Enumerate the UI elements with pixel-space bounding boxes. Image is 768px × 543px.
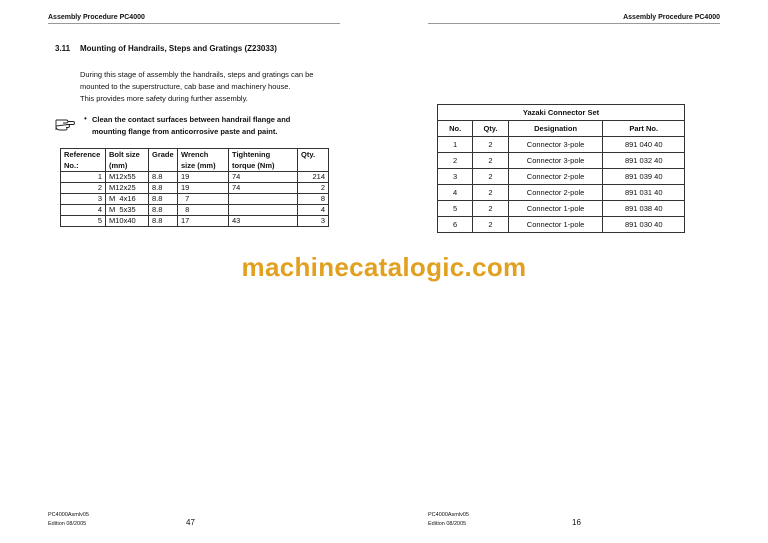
table-row: 4 M 5x35 8.8 8 4: [61, 205, 329, 216]
note-line: mounting flange from anticorrosive paste and paint.: [92, 127, 278, 136]
right-header-rule: [428, 23, 720, 24]
bullet-dot: •: [84, 114, 87, 123]
table-row: 3 M 4x16 8.8 7 8: [61, 194, 329, 205]
paragraph-line: mounted to the superstructure, cab base and machinery house.: [80, 82, 291, 91]
pointing-hand-icon: [54, 113, 76, 131]
bolt-table: [60, 148, 329, 227]
table-row: 4 2 Connector 2-pole 891 031 40: [438, 185, 685, 201]
footer-edition: Edition 08/2005: [428, 521, 467, 527]
section-number: 3.11: [55, 44, 71, 53]
column-header-no: No.: [438, 121, 473, 137]
left-header-title: Assembly Procedure PC4000: [48, 14, 145, 21]
column-header-designation: Designation: [508, 121, 603, 137]
right-header-title: Assembly Procedure PC4000: [623, 14, 720, 21]
left-page-number: 47: [186, 518, 195, 527]
connector-table-title: Yazaki Connector Set: [438, 105, 685, 121]
left-footer: [48, 511, 89, 529]
section-heading: [55, 44, 277, 53]
column-header-qty: Qty.: [473, 121, 508, 137]
table-row: 2 M12x25 8.8 19 74 2: [61, 183, 329, 194]
right-page-number: 16: [572, 518, 581, 527]
column-header-qty: Qty.: [298, 149, 329, 172]
intro-paragraph: [80, 69, 350, 105]
right-footer: [428, 511, 469, 529]
column-header-wrench-size: Wrench size (mm): [178, 149, 229, 172]
watermark-text: machinecatalogic.com: [241, 252, 527, 282]
paragraph-line: During this stage of assembly the handrails, steps and gratings can be: [80, 70, 314, 79]
table-row: 6 2 Connector 1-pole 891 030 40: [438, 217, 685, 233]
table-row: 1 2 Connector 3-pole 891 040 40: [438, 137, 685, 153]
connector-table: [437, 104, 685, 233]
note-line: Clean the contact surfaces between handrail flange and: [92, 115, 291, 124]
table-row: 2 2 Connector 3-pole 891 032 40: [438, 153, 685, 169]
footer-edition: Edition 08/2005: [48, 521, 87, 527]
column-header-reference: Reference No.:: [61, 149, 106, 172]
table-row: 3 2 Connector 2-pole 891 039 40: [438, 169, 685, 185]
column-header-part-no: Part No.: [603, 121, 685, 137]
column-header-grade: Grade: [149, 149, 178, 172]
column-header-bolt-size: Bolt size (mm): [106, 149, 149, 172]
footer-doc-id: PC4000Asmlv05: [48, 512, 89, 518]
note-text: [92, 114, 332, 138]
table-row: 5 M10x40 8.8 17 43 3: [61, 216, 329, 227]
column-header-tightening-torque: Tightening torque (Nm): [229, 149, 298, 172]
table-row: 5 2 Connector 1-pole 891 038 40: [438, 201, 685, 217]
paragraph-line: This provides more safety during further assembly.: [80, 94, 248, 103]
left-header-rule: [48, 23, 340, 24]
table-row: 1 M12x55 8.8 19 74 214: [61, 172, 329, 183]
section-title: Mounting of Handrails, Steps and Gratings (Z23033): [80, 44, 277, 53]
footer-doc-id: PC4000Asmlv05: [428, 512, 469, 518]
